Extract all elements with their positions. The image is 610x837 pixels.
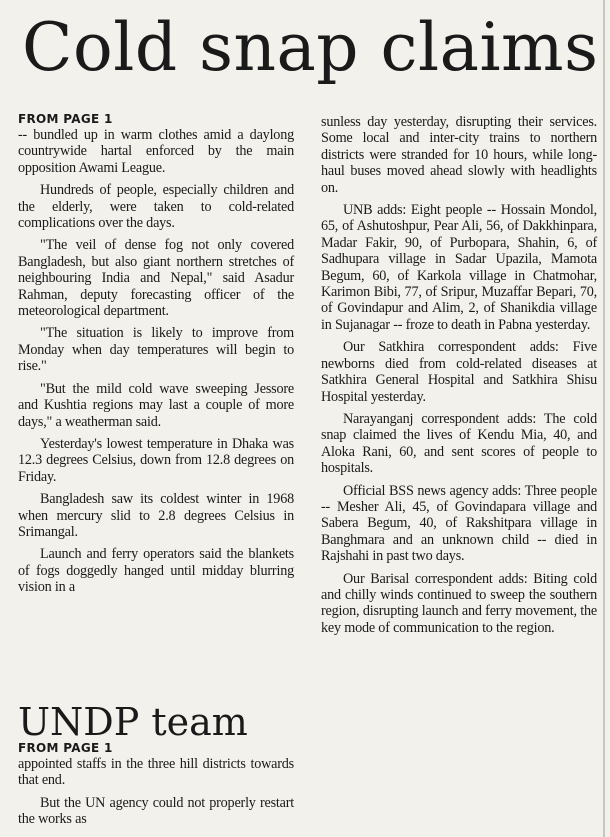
headline: Cold snap claims [22, 9, 599, 86]
continuation-kicker: FROM PAGE 1 [18, 741, 113, 755]
article-left-column [18, 112, 294, 602]
paragraph: Hundreds of people, especially children and the elderly, were taken to cold-related complications over the days. [18, 182, 294, 232]
paragraph: Our Satkhira correspondent adds: Five newborns died from cold-related diseases at Satkhira General Hospital and Satkhira Shisu Hospital yesterday. [321, 339, 597, 405]
paragraph: Narayanganj correspondent adds: The cold snap claimed the lives of Kendu Mia, 40, and Aloka Rani, 60, and sent scores of people to hospitals. [321, 410, 597, 477]
second-headline: UNDP team [18, 700, 248, 744]
paragraph: UNB adds: Eight people -- Hossain Mondol, 65, of Ashutoshpur, Pear Ali, 56, of Dakkhinpara, Madar Fakir, 90, of Purbopara, Shahin, 6, of Sadhupara village in Sadar Upazila, Mamota Begum, 60, of Karkola village in Chatmohar, Karimon Bibi, 77, of Sripur, Muzaffar Bepari, 70, of Govindapur and Alim, 2, of Shanikdia village in Sujanagar -- froze to death in Pabna yesterday. [321, 202, 597, 333]
paragraph: Launch and ferry operators said the blankets of fogs doggedly hanged until midday blurring vision in a [18, 546, 294, 596]
continuation-kicker: FROM PAGE 1 [18, 112, 113, 126]
paragraph: "But the mild cold wave sweeping Jessore and Kushtia regions may last a couple of more days," a weatherman said. [18, 380, 294, 430]
paragraph: Bangladesh saw its coldest winter in 1968 when mercury slid to 2.8 degrees Celsius in Srimangal. [18, 491, 294, 540]
paragraph: Official BSS news agency adds: Three people -- Mesher Ali, 45, of Govindapara village and Sabera Begum, 40, of Rakshitpara village in Banghmara and an unknown child -- died in Rajshahi in past two days. [321, 482, 597, 565]
paragraph: appointed staffs in the three hill districts towards that end. [18, 756, 294, 789]
paragraph: "The veil of dense fog not only covered Bangladesh, but also giant northern stretches of neighbouring India and Nepal," said Asadur Rahman, deputy forecasting officer of the meteorological department. [18, 237, 294, 320]
paragraph: sunless day yesterday, disrupting their services. Some local and inter-city trains to northern districts were stranded for 10 hours, while long-haul buses moved ahead slowly with headlights on. [321, 114, 597, 196]
article-right-column [321, 114, 597, 642]
column-rule [603, 0, 605, 837]
paragraph: Our Barisal correspondent adds: Biting cold and chilly winds continued to sweep the southern region, disrupting launch and ferry movement, the key mode of communication to the region. [321, 570, 597, 636]
paragraph: Yesterday's lowest temperature in Dhaka was 12.3 degrees Celsius, down from 12.8 degrees on Friday. [18, 435, 294, 485]
paragraph: -- bundled up in warm clothes amid a daylong countrywide hartal enforced by the main opposition Awami League. [18, 127, 294, 176]
second-article-column [18, 741, 294, 834]
paragraph: But the UN agency could not properly restart the works as [18, 794, 294, 828]
paragraph: "The situation is likely to improve from Monday when day temperatures will begin to rise." [18, 325, 294, 375]
